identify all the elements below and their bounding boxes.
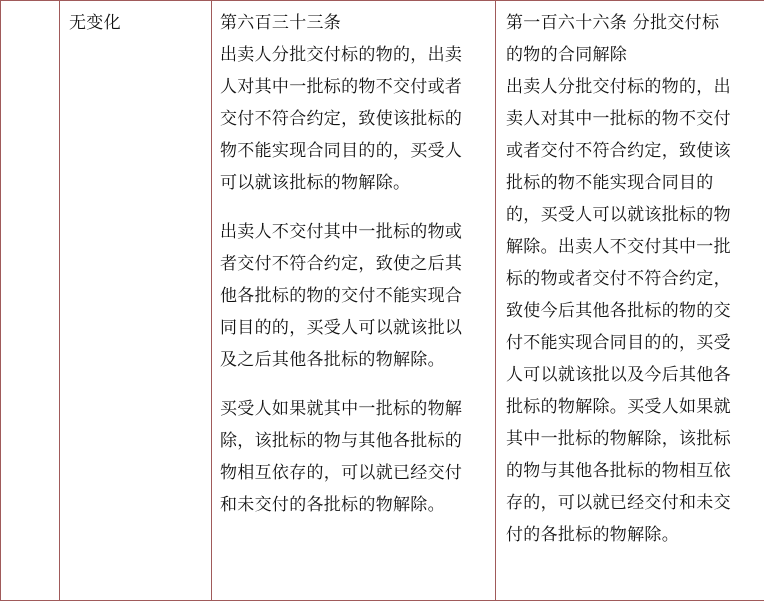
text-line: 或者交付不符合约定，致使该 [506, 141, 731, 161]
text-line: 批标的物不能实现合同目的 [506, 173, 714, 193]
text-line: 标的物或者交付不符合约定， [506, 269, 731, 289]
text-line: 批标的物解除。买受人如果就 [506, 397, 731, 417]
text-line: 解除。出卖人不交付其中一批 [506, 237, 731, 257]
text-line: 同目的的，买受人可以就该批以 [220, 318, 463, 338]
text-line: 他各批标的物的交付不能实现合 [220, 286, 463, 306]
text-line: 的，买受人可以就该批标的物 [506, 205, 731, 225]
text-line: 出卖人分批交付标的物的，出卖 [220, 45, 463, 65]
text-line: 物不能实现合同目的的，买受人 [220, 141, 463, 161]
new-article-heading: 的物的合同解除 [506, 45, 628, 65]
old-article-paragraph-1 [220, 39, 485, 199]
text-line: 人对其中一批标的物不交付或者 [220, 77, 463, 97]
text-line: 可以就该批标的物解除。 [220, 173, 411, 193]
text-line: 出卖人分批交付标的物的，出 [506, 77, 731, 97]
text-line: 和未交付的各批标的物解除。 [220, 495, 445, 515]
status-text: 无变化 [69, 13, 121, 33]
old-article-paragraph-2 [220, 216, 485, 376]
new-article-heading: 第一百六十六条 分批交付标 [506, 13, 720, 33]
text-line: 存的，可以就已经交付和未交 [506, 493, 731, 513]
old-article-cell [212, 1, 496, 601]
text-line: 的物与其他各批标的物相互依 [506, 461, 731, 481]
status-cell [60, 1, 212, 601]
text-line: 除，该批标的物与其他各批标的 [220, 431, 463, 451]
text-line: 卖人对其中一批标的物不交付 [506, 109, 731, 129]
text-line: 物相互依存的，可以就已经交付 [220, 463, 463, 483]
text-line: 交付不符合约定，致使该批标的 [220, 109, 463, 129]
text-line: 人可以就该批以及今后其他各 [506, 365, 731, 385]
text-line: 买受人如果就其中一批标的物解 [220, 399, 463, 419]
text-line: 其中一批标的物解除，该批标 [506, 429, 731, 449]
text-line: 及之后其他各批标的物解除。 [220, 350, 445, 370]
text-line: 致使今后其他各批标的物的交 [506, 301, 731, 321]
text-line: 付的各批标的物解除。 [506, 525, 679, 545]
new-article-cell [496, 1, 764, 601]
blank-cell [1, 1, 60, 601]
text-line: 付不能实现合同目的的，买受 [506, 333, 731, 353]
table-row [1, 1, 764, 601]
old-article-heading: 第六百三十三条 [220, 13, 342, 33]
old-article-paragraph-3 [220, 393, 485, 521]
text-line: 出卖人不交付其中一批标的物或 [220, 222, 463, 242]
text-line: 者交付不符合约定，致使之后其 [220, 254, 463, 274]
